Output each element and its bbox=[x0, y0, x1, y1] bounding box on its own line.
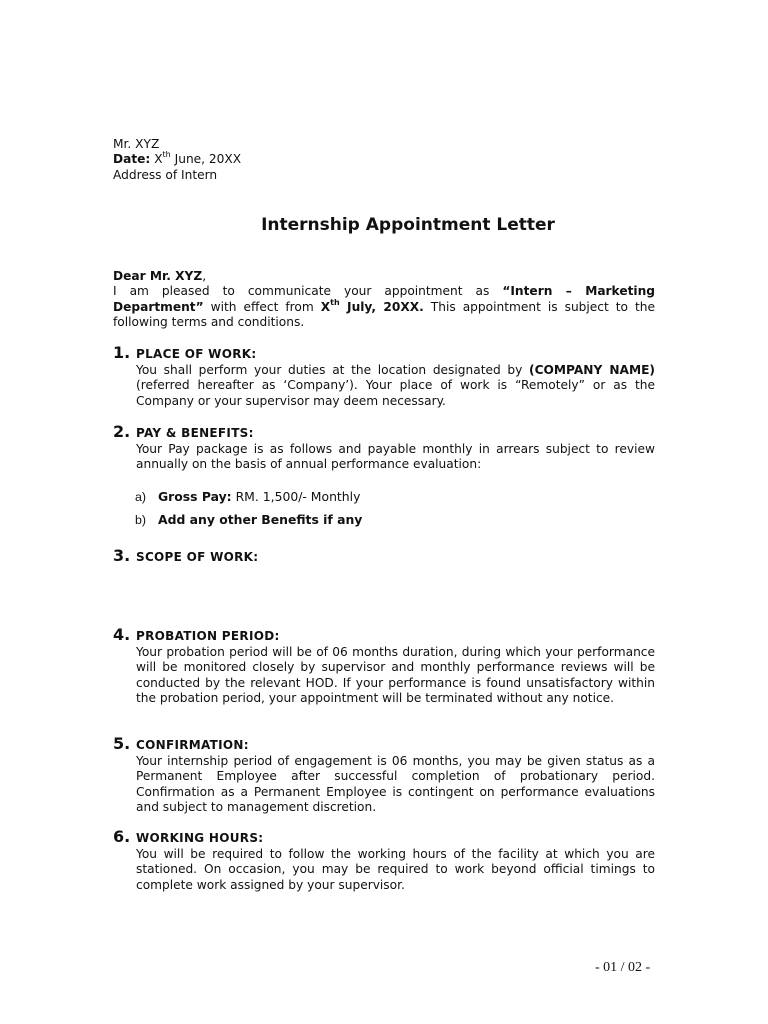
section-heading bbox=[113, 343, 655, 363]
section-place-of-work bbox=[113, 343, 655, 409]
section-heading bbox=[113, 625, 655, 645]
date-day: X bbox=[154, 152, 163, 167]
section-title: PLACE OF WORK: bbox=[136, 347, 257, 361]
recipient-address: Address of Intern bbox=[113, 167, 218, 182]
start-day: X bbox=[320, 299, 331, 314]
date-label: Date: bbox=[113, 152, 151, 167]
item-label: Add any other Benefits if any bbox=[158, 512, 363, 527]
recipient-name: Mr. XYZ bbox=[113, 137, 160, 151]
section-confirmation bbox=[113, 734, 655, 816]
pay-item-gross bbox=[135, 489, 360, 505]
intro-text-3: This appointment is subject to the following terms and conditions. bbox=[113, 299, 655, 330]
intern-position: “Intern – Marketing Department” bbox=[113, 284, 656, 314]
section-title: PAY & BENEFITS: bbox=[136, 426, 254, 440]
pay-item-benefits bbox=[135, 512, 362, 528]
intro-text-1: I am pleased to communicate your appointment as bbox=[113, 284, 503, 299]
section-number: 2. bbox=[113, 422, 131, 441]
item-marker: a) bbox=[135, 490, 147, 504]
section-heading bbox=[113, 734, 655, 754]
letter-title: Internship Appointment Letter bbox=[261, 215, 555, 235]
section-scope-of-work bbox=[113, 546, 655, 566]
section-heading bbox=[113, 422, 655, 442]
section-heading bbox=[113, 827, 655, 847]
section-title: PROBATION PERIOD: bbox=[136, 629, 280, 643]
section-title: CONFIRMATION: bbox=[136, 738, 249, 752]
page-number: - 01 / 02 - bbox=[595, 960, 651, 975]
salutation bbox=[113, 269, 655, 284]
section-heading bbox=[113, 546, 655, 566]
section-number: 6. bbox=[113, 827, 131, 846]
salutation-name: Dear Mr. XYZ bbox=[113, 269, 203, 283]
intro-body bbox=[113, 284, 655, 330]
start-date bbox=[320, 297, 424, 314]
section-body: Your probation period will be of 06 months duration, during which your performance will be monitored closely by supervisor and monthly performance reviews will be conducted by the relevant HOD. If your performance is found unsatisfactory within the probation period, your appointment will be terminated without any notice. bbox=[136, 645, 655, 706]
section-working-hours bbox=[113, 827, 655, 893]
start-month-year: July, 20XX. bbox=[339, 299, 424, 314]
salutation-comma: , bbox=[202, 269, 207, 283]
date-month-year: June, 20XX bbox=[170, 152, 242, 167]
section-number: 4. bbox=[113, 625, 131, 644]
letter-header bbox=[113, 137, 673, 183]
section-body: You will be required to follow the working hours of the facility at which you are stationed. On occasion, you may be required to work beyond official timings to complete work assigned by your supervisor. bbox=[136, 847, 655, 892]
intro-text-2: with effect from bbox=[203, 299, 321, 314]
body-text-pre: You shall perform your duties at the location designated by bbox=[136, 363, 530, 377]
section-pay-benefits bbox=[113, 422, 655, 473]
item-marker: b) bbox=[135, 513, 147, 527]
section-body: Your internship period of engagement is 06 months, you may be given status as a Permanent Employee after successful completion of probationary period. Confirmation as a Permanent Employee is contingent on performance evaluations and subject to management discretion. bbox=[136, 754, 655, 815]
body-text-post: (referred hereafter as ‘Company’). Your place of work is “Remotely” or as the Company or your supervisor may deem necessary. bbox=[136, 378, 655, 408]
item-value: RM. 1,500/- Monthly bbox=[231, 489, 361, 504]
section-number: 3. bbox=[113, 546, 131, 565]
date-suffix: th bbox=[162, 150, 171, 160]
start-suffix: th bbox=[330, 297, 340, 307]
section-number: 5. bbox=[113, 734, 131, 753]
section-probation-period bbox=[113, 625, 655, 707]
item-label: Gross Pay: bbox=[158, 489, 232, 504]
letter-date bbox=[113, 152, 673, 167]
section-title: SCOPE OF WORK: bbox=[136, 550, 259, 564]
intro-paragraph bbox=[113, 269, 655, 331]
section-body bbox=[136, 363, 655, 409]
section-body: Your Pay package is as follows and payable monthly in arrears subject to review annually on the basis of annual performance evaluation: bbox=[136, 442, 655, 472]
section-number: 1. bbox=[113, 343, 131, 362]
section-title: WORKING HOURS: bbox=[136, 831, 264, 845]
company-name-placeholder: (COMPANY NAME) bbox=[529, 363, 655, 377]
